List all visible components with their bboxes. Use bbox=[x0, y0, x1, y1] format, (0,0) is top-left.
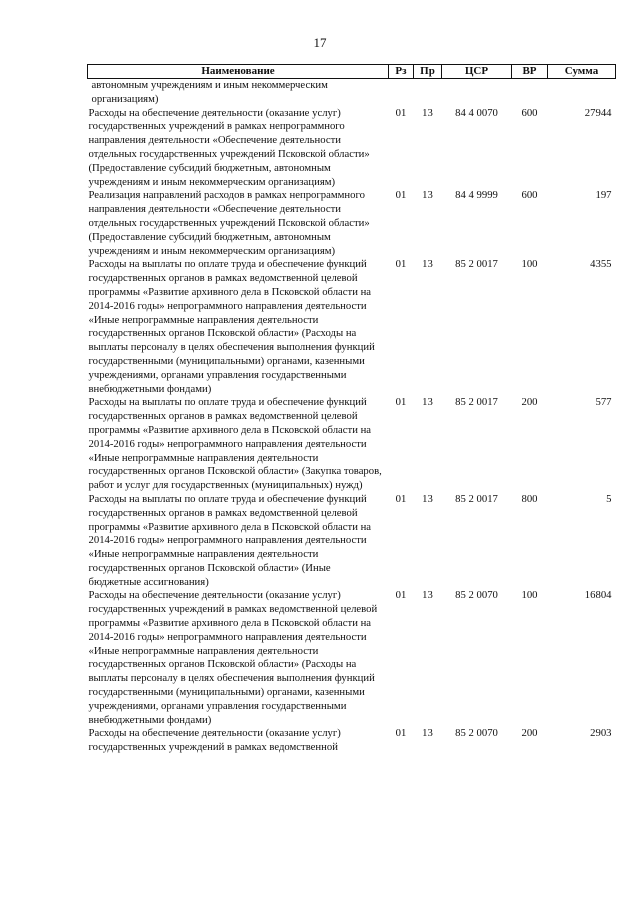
row-name bbox=[88, 79, 389, 107]
row-vr bbox=[512, 79, 548, 107]
row-vr: 100 bbox=[521, 258, 538, 271]
row-csr: 85 2 0017 bbox=[455, 396, 498, 409]
row-vr: 200 bbox=[521, 396, 538, 409]
row-csr: 84 4 9999 bbox=[455, 189, 498, 202]
row-rz: 01 bbox=[395, 189, 407, 202]
row-sum: 577 bbox=[595, 396, 612, 409]
row-name bbox=[88, 189, 389, 258]
row-pr: 13 bbox=[422, 589, 433, 602]
header-csr: ЦСР bbox=[442, 65, 512, 79]
header-rz: Рз bbox=[389, 65, 414, 79]
header-name: Наименование bbox=[88, 65, 389, 79]
row-name-text: Расходы на выплаты по оплате труда и обеспечение функций государственных органов в рамках ведомственной целевой программы «Развитие архивного дела в Псковской области на 2014-2016 годы» непрограммного направления деятельности «Иные непрограммные направления деятельности государственных органов Псковской области» (Закупка товаров, работ и услуг для государственных (муниципальных) нужд) bbox=[88, 396, 382, 492]
row-sum: 4355 bbox=[590, 258, 612, 271]
row-name-text: Расходы на обеспечение деятельности (оказание услуг) государственных учреждений в рамках ведомственной bbox=[88, 727, 341, 754]
row-vr: 200 bbox=[521, 727, 538, 740]
row-rz: 01 bbox=[395, 396, 407, 409]
row-pr: 13 bbox=[422, 492, 433, 505]
row-rz: 01 bbox=[395, 727, 407, 740]
row-name-text: Расходы на обеспечение деятельности (оказание услуг) государственных учреждений в рамках непрограммного направления деятельности «Обеспечение деятельности отдельных государственных учреждений Псковской области» (Предоставление субсидий бюджетным, автономным учреждениям и иным некоммерческим организациям) bbox=[88, 106, 370, 188]
row-name bbox=[88, 589, 389, 727]
row-name-text: Расходы на выплаты по оплате труда и обеспечение функций государственных органов в рамках ведомственной целевой программы «Развитие архивного дела в Псковской области на 2014-2016 годы» непрограммного направления деятельности «Иные непрограммные направления деятельности государственных органов Псковской области» (Расходы на выплаты персоналу в целях обеспечения выполнения функций государственными (муниципальными) органами, казенными учреждениями, органами управления государственными внебюджетными фондами) bbox=[88, 258, 375, 395]
row-pr: 13 bbox=[422, 189, 433, 202]
table-row bbox=[88, 189, 616, 258]
row-csr: 84 4 0070 bbox=[455, 106, 498, 119]
table-row bbox=[88, 396, 616, 493]
row-pr: 13 bbox=[422, 106, 433, 119]
row-csr: 85 2 0070 bbox=[455, 727, 498, 740]
row-sum: 2903 bbox=[590, 727, 612, 740]
row-rz: 01 bbox=[395, 258, 407, 271]
row-csr: 85 2 0070 bbox=[455, 589, 498, 602]
row-sum: 27944 bbox=[584, 106, 612, 119]
page-number: 17 bbox=[313, 35, 327, 50]
table-body bbox=[88, 79, 616, 756]
row-name-text: Расходы на обеспечение деятельности (оказание услуг) государственных учреждений в рамках ведомственной целевой программы «Развитие архивного дела в Псковской области на 2014-2016 годы» непрограммного направления деятельности «Иные непрограммные направления деятельности государственных органов Псковской области» (Расходы на выплаты персоналу в целях обеспечения выполнения функций государственными (муниципальными) органами, казенными учреждениями, органами управления государственными внебюджетными фондами) bbox=[88, 589, 378, 726]
row-rz bbox=[389, 79, 414, 107]
table-row bbox=[88, 107, 616, 190]
row-vr: 800 bbox=[521, 492, 538, 505]
row-rz: 01 bbox=[395, 589, 407, 602]
row-vr: 600 bbox=[521, 106, 538, 119]
header-sum: Сумма bbox=[548, 65, 616, 79]
header-row bbox=[88, 65, 616, 79]
row-sum: 16804 bbox=[584, 589, 612, 602]
row-csr: 85 2 0017 bbox=[455, 492, 498, 505]
row-sum: 197 bbox=[595, 189, 612, 202]
row-name bbox=[88, 258, 389, 396]
row-sum: 5 bbox=[606, 492, 612, 505]
table-row bbox=[88, 79, 616, 107]
row-vr: 100 bbox=[521, 589, 538, 602]
row-pr: 13 bbox=[422, 258, 433, 271]
budget-table bbox=[87, 64, 616, 755]
header-pr: Пр bbox=[414, 65, 442, 79]
row-name bbox=[88, 107, 389, 190]
row-name bbox=[88, 493, 389, 590]
row-rz: 01 bbox=[395, 106, 407, 119]
row-pr: 13 bbox=[422, 727, 433, 740]
row-name-text: Расходы на выплаты по оплате труда и обеспечение функций государственных органов в рамках ведомственной целевой программы «Развитие архивного дела в Псковской области на 2014-2016 годы» непрограммного направления деятельности «Иные непрограммные направления деятельности государственных органов Псковской области» (Иные бюджетные ассигнования) bbox=[88, 492, 372, 588]
table-header bbox=[88, 65, 616, 79]
table-row bbox=[88, 493, 616, 590]
header-vr: ВР bbox=[512, 65, 548, 79]
row-name-text: автономным учреждениям и иным некоммерческим организациям) bbox=[91, 79, 328, 105]
table-row bbox=[88, 258, 616, 396]
row-vr: 600 bbox=[521, 189, 538, 202]
table-row bbox=[88, 589, 616, 727]
table-row bbox=[88, 727, 616, 755]
row-pr bbox=[414, 79, 442, 107]
row-csr bbox=[442, 79, 512, 107]
row-sum bbox=[548, 79, 616, 107]
row-csr: 85 2 0017 bbox=[455, 258, 498, 271]
row-pr: 13 bbox=[422, 396, 433, 409]
row-name bbox=[88, 396, 389, 493]
row-name bbox=[88, 727, 389, 755]
row-rz: 01 bbox=[395, 492, 407, 505]
row-name-text: Реализация направлений расходов в рамках непрограммного направления деятельности «Обеспечение деятельности отдельных государственных учреждений Псковской области» (Предоставление субсидий бюджетным, автономным учреждениям и иным некоммерческим организациям) bbox=[88, 189, 370, 257]
